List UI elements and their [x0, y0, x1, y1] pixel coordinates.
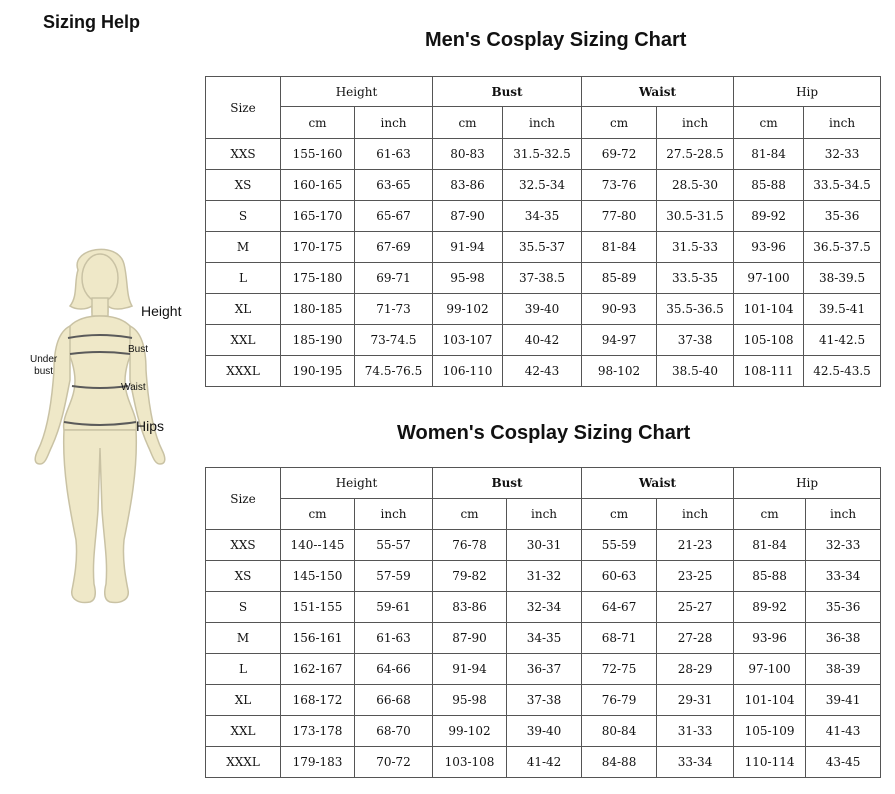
table-cell: 101-104	[734, 294, 804, 325]
table-cell: 76-79	[582, 685, 657, 716]
women-unit-header: inch	[806, 499, 881, 530]
men-waist-header: Waist	[582, 77, 734, 107]
table-row	[206, 139, 881, 170]
table-cell: 74.5-76.5	[355, 356, 433, 387]
table-cell: 31-33	[657, 716, 734, 747]
table-cell: 31.5-32.5	[503, 139, 582, 170]
table-cell: 180-185	[281, 294, 355, 325]
table-cell: 95-98	[433, 263, 503, 294]
table-cell: 36-37	[507, 654, 582, 685]
table-cell: 30.5-31.5	[657, 201, 734, 232]
men-unit-header: cm	[433, 107, 503, 139]
table-cell: 87-90	[433, 201, 503, 232]
women-table-body	[206, 530, 881, 778]
table-cell: 42.5-43.5	[804, 356, 881, 387]
size-cell: L	[206, 263, 281, 294]
women-size-header: Size	[206, 468, 281, 530]
table-cell: 41-43	[806, 716, 881, 747]
table-cell: 179-183	[281, 747, 355, 778]
table-cell: 38-39	[806, 654, 881, 685]
men-bust-header: Bust	[433, 77, 582, 107]
table-cell: 61-63	[355, 139, 433, 170]
table-cell: 103-108	[433, 747, 507, 778]
table-cell: 103-107	[433, 325, 503, 356]
table-cell: 190-195	[281, 356, 355, 387]
table-cell: 68-71	[582, 623, 657, 654]
table-cell: 173-178	[281, 716, 355, 747]
men-sizing-table	[205, 76, 881, 387]
table-cell: 77-80	[582, 201, 657, 232]
table-cell: 83-86	[433, 592, 507, 623]
table-cell: 99-102	[433, 294, 503, 325]
table-row	[206, 716, 881, 747]
table-cell: 108-111	[734, 356, 804, 387]
men-size-header: Size	[206, 77, 281, 139]
table-row	[206, 685, 881, 716]
table-cell: 160-165	[281, 170, 355, 201]
table-cell: 41-42.5	[804, 325, 881, 356]
table-cell: 33-34	[806, 561, 881, 592]
body-measurement-figure	[0, 240, 200, 620]
size-cell: M	[206, 232, 281, 263]
table-cell: 34-35	[507, 623, 582, 654]
men-unit-header: inch	[804, 107, 881, 139]
table-cell: 39-40	[507, 716, 582, 747]
table-cell: 79-82	[433, 561, 507, 592]
table-cell: 33-34	[657, 747, 734, 778]
table-cell: 156-161	[281, 623, 355, 654]
men-unit-header: inch	[355, 107, 433, 139]
table-cell: 37-38.5	[503, 263, 582, 294]
table-cell: 21-23	[657, 530, 734, 561]
women-unit-header: inch	[355, 499, 433, 530]
table-cell: 155-160	[281, 139, 355, 170]
table-cell: 33.5-35	[657, 263, 734, 294]
table-cell: 73-76	[582, 170, 657, 201]
women-sizing-table	[205, 467, 881, 778]
women-height-header: Height	[281, 468, 433, 499]
women-header-unit-row	[206, 499, 881, 530]
table-cell: 85-88	[734, 561, 806, 592]
table-cell: 55-59	[582, 530, 657, 561]
men-hip-header: Hip	[734, 77, 881, 107]
table-cell: 39-40	[503, 294, 582, 325]
women-unit-header: inch	[657, 499, 734, 530]
table-row	[206, 294, 881, 325]
table-cell: 89-92	[734, 592, 806, 623]
table-cell: 61-63	[355, 623, 433, 654]
men-header-group-row	[206, 77, 881, 107]
table-cell: 63-65	[355, 170, 433, 201]
table-cell: 38.5-40	[657, 356, 734, 387]
table-cell: 41-42	[507, 747, 582, 778]
women-waist-header: Waist	[582, 468, 734, 499]
size-cell: M	[206, 623, 281, 654]
table-row	[206, 232, 881, 263]
table-cell: 110-114	[734, 747, 806, 778]
table-cell: 32-34	[507, 592, 582, 623]
table-cell: 32-33	[806, 530, 881, 561]
table-row	[206, 623, 881, 654]
table-cell: 105-108	[734, 325, 804, 356]
table-cell: 84-88	[582, 747, 657, 778]
table-cell: 28.5-30	[657, 170, 734, 201]
table-cell: 37-38	[507, 685, 582, 716]
table-cell: 32-33	[804, 139, 881, 170]
table-row	[206, 592, 881, 623]
table-row	[206, 530, 881, 561]
under-bust-label	[30, 354, 57, 378]
table-cell: 35-36	[804, 201, 881, 232]
table-cell: 23-25	[657, 561, 734, 592]
table-cell: 91-94	[433, 232, 503, 263]
table-cell: 91-94	[433, 654, 507, 685]
table-cell: 97-100	[734, 654, 806, 685]
size-cell: XS	[206, 561, 281, 592]
table-cell: 140--145	[281, 530, 355, 561]
table-cell: 165-170	[281, 201, 355, 232]
table-cell: 69-71	[355, 263, 433, 294]
table-cell: 64-67	[582, 592, 657, 623]
table-cell: 98-102	[582, 356, 657, 387]
table-cell: 80-83	[433, 139, 503, 170]
size-cell: S	[206, 201, 281, 232]
size-cell: XXL	[206, 325, 281, 356]
table-cell: 81-84	[734, 139, 804, 170]
table-cell: 36-38	[806, 623, 881, 654]
under-bust-label-line1: Under	[30, 354, 58, 365]
table-cell: 105-109	[734, 716, 806, 747]
table-cell: 81-84	[734, 530, 806, 561]
bust-label: Bust	[128, 344, 149, 355]
height-label: Height	[141, 303, 182, 319]
table-cell: 27.5-28.5	[657, 139, 734, 170]
women-unit-header: cm	[433, 499, 507, 530]
table-row	[206, 356, 881, 387]
men-unit-header: inch	[657, 107, 734, 139]
table-cell: 70-72	[355, 747, 433, 778]
table-cell: 35.5-36.5	[657, 294, 734, 325]
table-cell: 57-59	[355, 561, 433, 592]
under-bust-label-line2: bust	[34, 366, 54, 377]
table-cell: 93-96	[734, 232, 804, 263]
size-cell: XXXL	[206, 747, 281, 778]
table-cell: 31-32	[507, 561, 582, 592]
women-unit-header: cm	[281, 499, 355, 530]
page-title: Sizing Help	[43, 12, 141, 32]
table-row	[206, 325, 881, 356]
size-cell: XXS	[206, 530, 281, 561]
table-cell: 71-73	[355, 294, 433, 325]
table-cell: 35-36	[806, 592, 881, 623]
table-cell: 69-72	[582, 139, 657, 170]
men-chart-title: Men's Cosplay Sizing Chart	[425, 29, 687, 51]
table-cell: 33.5-34.5	[804, 170, 881, 201]
table-cell: 36.5-37.5	[804, 232, 881, 263]
women-hip-header: Hip	[734, 468, 881, 499]
table-cell: 39.5-41	[804, 294, 881, 325]
table-cell: 32.5-34	[503, 170, 582, 201]
size-cell: XXS	[206, 139, 281, 170]
size-cell: XXL	[206, 716, 281, 747]
table-cell: 60-63	[582, 561, 657, 592]
table-cell: 64-66	[355, 654, 433, 685]
size-cell: XL	[206, 685, 281, 716]
waist-label: Waist	[121, 382, 146, 393]
table-cell: 59-61	[355, 592, 433, 623]
women-bust-header: Bust	[433, 468, 582, 499]
table-cell: 87-90	[433, 623, 507, 654]
table-cell: 29-31	[657, 685, 734, 716]
table-cell: 37-38	[657, 325, 734, 356]
table-row	[206, 747, 881, 778]
table-row	[206, 263, 881, 294]
table-cell: 93-96	[734, 623, 806, 654]
table-cell: 27-28	[657, 623, 734, 654]
table-cell: 55-57	[355, 530, 433, 561]
table-cell: 76-78	[433, 530, 507, 561]
table-cell: 25-27	[657, 592, 734, 623]
size-cell: XS	[206, 170, 281, 201]
size-cell: L	[206, 654, 281, 685]
table-cell: 72-75	[582, 654, 657, 685]
table-cell: 101-104	[734, 685, 806, 716]
table-row	[206, 170, 881, 201]
women-unit-header: cm	[582, 499, 657, 530]
table-cell: 68-70	[355, 716, 433, 747]
table-cell: 28-29	[657, 654, 734, 685]
men-height-header: Height	[281, 77, 433, 107]
women-unit-header: inch	[507, 499, 582, 530]
table-cell: 43-45	[806, 747, 881, 778]
table-cell: 81-84	[582, 232, 657, 263]
table-cell: 99-102	[433, 716, 507, 747]
table-cell: 40-42	[503, 325, 582, 356]
women-header-group-row	[206, 468, 881, 499]
table-cell: 151-155	[281, 592, 355, 623]
table-cell: 97-100	[734, 263, 804, 294]
table-cell: 38-39.5	[804, 263, 881, 294]
table-cell: 83-86	[433, 170, 503, 201]
table-cell: 106-110	[433, 356, 503, 387]
table-cell: 89-92	[734, 201, 804, 232]
size-cell: S	[206, 592, 281, 623]
table-cell: 67-69	[355, 232, 433, 263]
men-unit-header: inch	[503, 107, 582, 139]
table-cell: 185-190	[281, 325, 355, 356]
table-cell: 31.5-33	[657, 232, 734, 263]
table-cell: 35.5-37	[503, 232, 582, 263]
table-cell: 170-175	[281, 232, 355, 263]
table-row	[206, 201, 881, 232]
size-cell: XXXL	[206, 356, 281, 387]
table-row	[206, 654, 881, 685]
men-table-body	[206, 139, 881, 387]
table-cell: 85-88	[734, 170, 804, 201]
table-cell: 85-89	[582, 263, 657, 294]
table-row	[206, 561, 881, 592]
table-cell: 42-43	[503, 356, 582, 387]
table-cell: 80-84	[582, 716, 657, 747]
men-header-unit-row	[206, 107, 881, 139]
men-unit-header: cm	[281, 107, 355, 139]
table-cell: 90-93	[582, 294, 657, 325]
women-unit-header: cm	[734, 499, 806, 530]
table-cell: 34-35	[503, 201, 582, 232]
table-cell: 175-180	[281, 263, 355, 294]
women-chart-title: Women's Cosplay Sizing Chart	[397, 422, 691, 444]
table-cell: 66-68	[355, 685, 433, 716]
table-cell: 30-31	[507, 530, 582, 561]
table-cell: 168-172	[281, 685, 355, 716]
table-cell: 65-67	[355, 201, 433, 232]
hips-label: Hips	[136, 418, 165, 434]
size-cell: XL	[206, 294, 281, 325]
men-unit-header: cm	[582, 107, 657, 139]
table-cell: 94-97	[582, 325, 657, 356]
table-cell: 39-41	[806, 685, 881, 716]
table-cell: 95-98	[433, 685, 507, 716]
men-unit-header: cm	[734, 107, 804, 139]
table-cell: 145-150	[281, 561, 355, 592]
table-cell: 162-167	[281, 654, 355, 685]
table-cell: 73-74.5	[355, 325, 433, 356]
